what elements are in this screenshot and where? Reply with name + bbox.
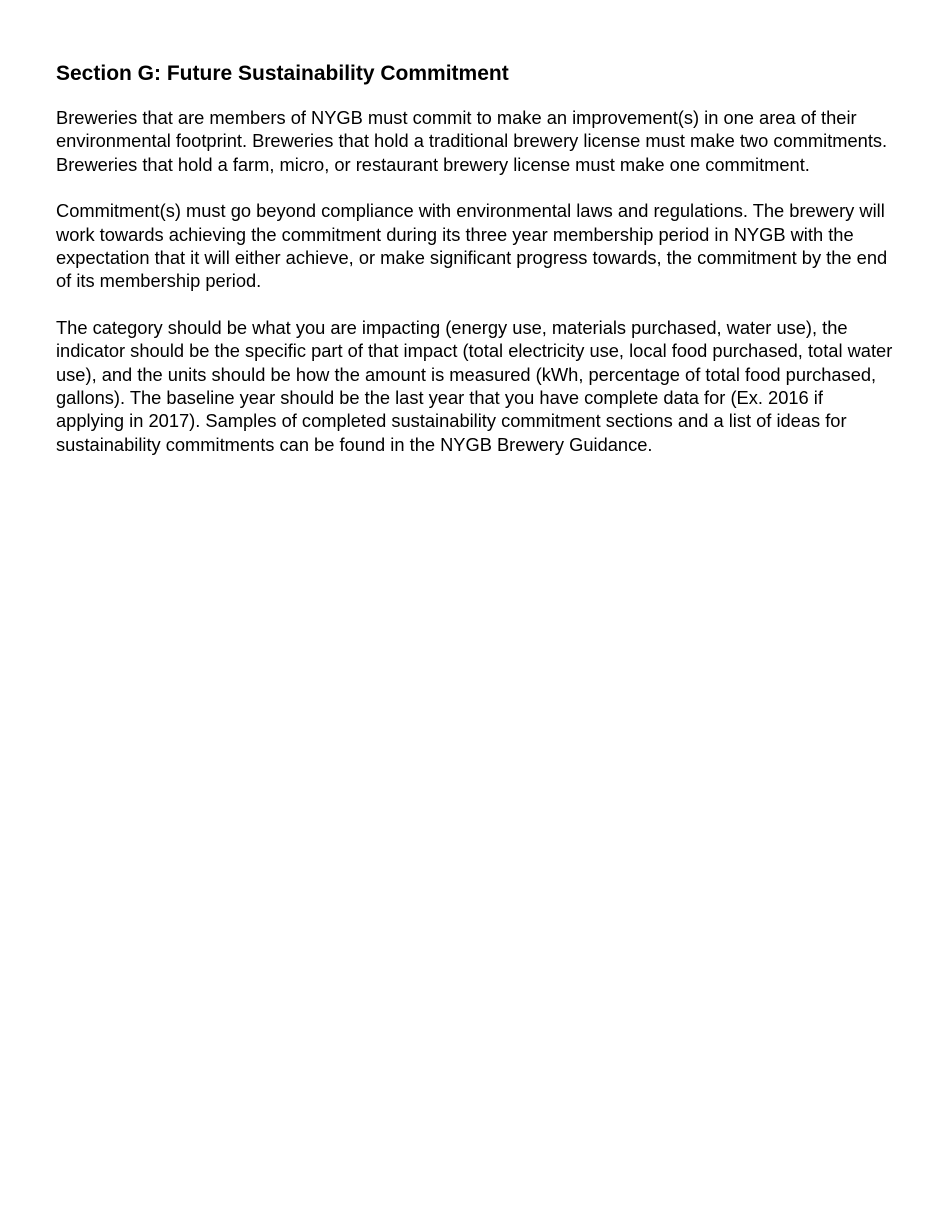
section-title: Section G: Future Sustainability Commitment	[56, 62, 509, 85]
commitment-requirements-paragraph: Commitment(s) must go beyond compliance with environmental laws and regulations. The brewery will work towards achieving the commitment during its three year membership period in NYGB with the expectation that it will either achieve, or make significant progress towards, the commitment by the end of its membership period.	[56, 200, 888, 292]
commitment-guidance-paragraph: The category should be what you are impacting (energy use, materials purchased, water use), the indicator should be the specific part of that impact (total electricity use, local food purchased, total water use), and the units should be how the amount is measured (kWh, percentage of total food purchased, gallons). The baseline year should be the last year that you have complete data for (Ex. 2016 if applying in 2017). Samples of completed sustainability commitment sections and a list of ideas for sustainability commitments can be found in the NYGB Brewery Guidance.	[56, 316, 893, 455]
membership-commitment-paragraph: Breweries that are members of NYGB must commit to make an improvement(s) in one area of their environmental footprint. Breweries that hold a traditional brewery license must make two commitments. Breweries that hold a farm, micro, or restaurant brewery license must make one commitment.	[56, 107, 888, 175]
section-content	[56, 59, 896, 456]
